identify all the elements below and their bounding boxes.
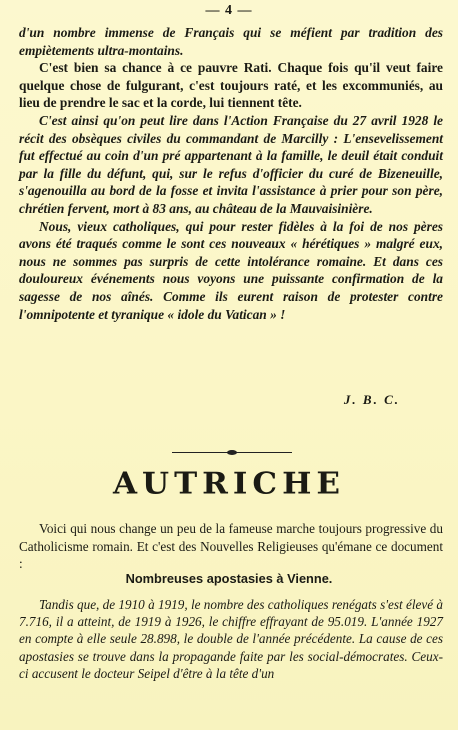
section-intro-block (19, 520, 443, 573)
subheading: Nombreuses apostasies à Vienne. (125, 571, 333, 586)
article-body (19, 24, 443, 323)
section-title: AUTRICHE (112, 466, 345, 502)
signature: J. B. C. (343, 392, 400, 407)
paragraph-3: C'est ainsi qu'on peut lire dans l'Action Française du 27 avril 1928 le récit des obsèques civiles du commandant de Marcilly : L'ensevelissement fut effectué au coin d'un pré appartenant à la famille, le deuil était conduit par la fille du défunt, qui, sur le refus d'officier du curé de Bizeneuille, s'agenouilla au bord de la fosse et invita l'assistance à prier pour son père, chrétien fervent, mort à 83 ans, au château de la Mauvaisinière. (19, 112, 443, 216)
page-number: — 4 — (205, 3, 253, 18)
paragraph-4: Nous, vieux catholiques, qui pour rester fidèles à la foi de nos pères avons été traqués comme le sont ces nouveaux « hérétiques » malgré eux, nous ne sommes pas surpris de cette intolérance romaine. Et dans ces douloureux événements nous voyons une puissante confirmation de la sagesse de nos aînés. Comme ils eurent raison de protester contre l'omnipotente et tyranique « idole du Vatican » ! (19, 218, 443, 322)
section-divider (172, 452, 292, 453)
paragraph-2: C'est bien sa chance à ce pauvre Rati. Chaque fois qu'il veut faire quelque chose de fulgurant, c'est toujours raté, et les excommuniés, au lieu de prendre le sac et la corde, lui tiennent tête. (19, 60, 443, 111)
section-body: Tandis que, de 1910 à 1919, le nombre des catholiques renégats s'est élevé à 7.716, il a atteint, de 1919 à 1926, le chiffre effrayant de 95.019. L'année 1927 en compte à elle seule 28.898, le double de l'année précédente. La cause de ces apostasies se trouve dans la propagande faite par les social-démocrates. Ceux-ci accusent le docteur Seipel d'être à la tête d'un (19, 597, 443, 681)
section-body-block (19, 596, 443, 682)
paragraph-1: d'un nombre immense de Français qui se méfient par tradition des empiètements ultra-montains. (19, 25, 443, 58)
section-intro: Voici qui nous change un peu de la fameuse marche toujours progressive du Catholicisme romain. Et c'est des Nouvelles Religieuses qu'émane ce document : (19, 521, 443, 572)
